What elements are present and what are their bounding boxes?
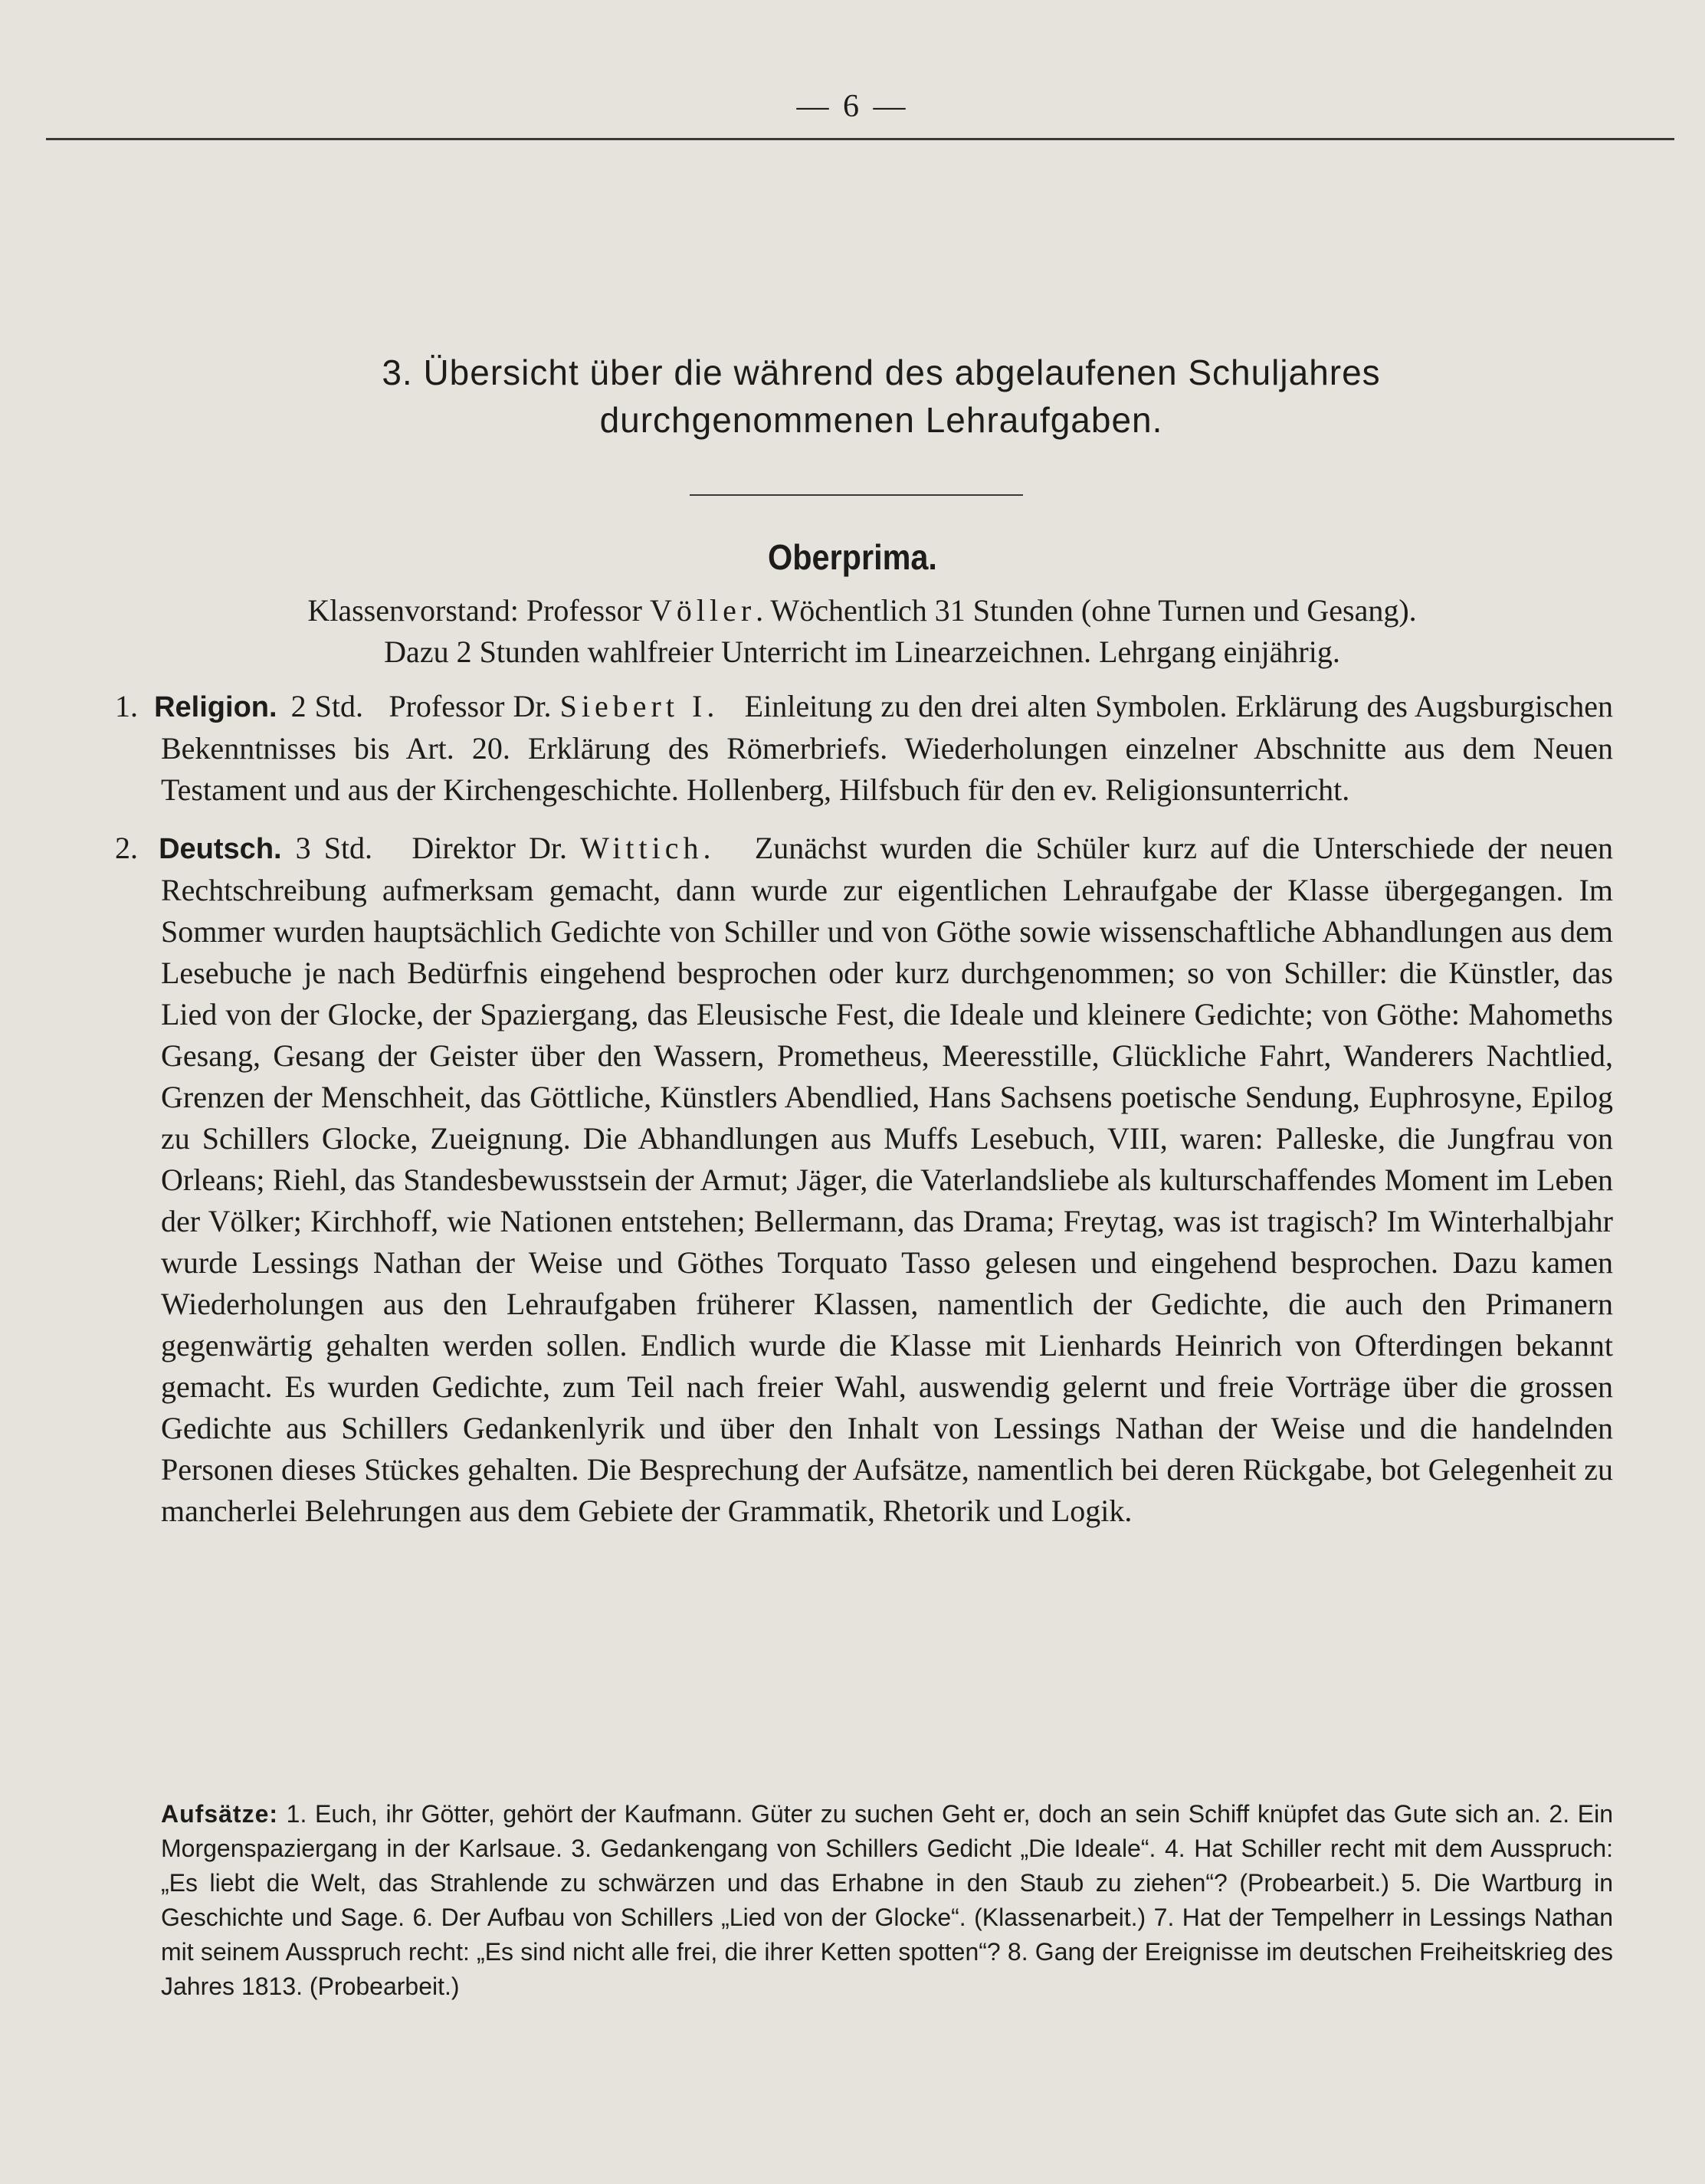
section-number: 1. [115,689,138,723]
essays-text: 1. Euch, ihr Götter, gehört der Kaufmann. Güter zu suchen Geht er, doch an sein Schiff knüpfet das Gute sich an. 2. Ein Morgenspaziergang in der Karlsaue. 3. Gedankengang von Schillers Gedicht „Die Ideale“. 4. Hat Schiller recht mit dem Ausspruch: „Es liebt die Welt, das Strahlende zu schwärzen und das Erhabne in den Staub zu ziehen“? (Probearbeit.) 5. Die Wartburg in Geschichte und Sage. 6. Der Aufbau von Schillers „Lied von der Glocke“. (Klassenarbeit.) 7. Hat der Tempelherr in Lessings Nathan mit seinem Ausspruch recht: „Es sind nicht alle frei, die ihrer Ketten spotten“? 8. Gang der Ereignisse im deutschen Freiheitskrieg des Jahres 1813. (Probearbeit.) [161,1800,1613,2000]
section-text: Einleitung zu den drei alten Symbolen. Erklärung des Augsburgischen Bekenntnisses bis Art. 20. Erklärung des Römerbriefs. Wiederholungen einzelner Abschnitte aus dem Neuen Testament und aus der Kirchengeschichte. Hollenberg, Hilfsbuch für den ev. Religionsunterricht. [161,689,1614,807]
section-paragraph [115,686,1613,811]
class-heading: Oberprima. [768,537,937,577]
section-paragraph [115,828,1613,1532]
section-teacher-prefix: Professor Dr. [389,689,552,723]
section-deutsch [115,828,1613,1532]
section-text: Zunächst wurden die Schüler kurz auf die Unterschiede der neuen Rechtschreibung aufmerksam gemacht, dann wurde zur eigentlichen Lehraufgabe der Klasse übergegangen. Im Sommer wurden hauptsächlich Gedichte von Schiller und von Göthe sowie wissenschaftliche Abhandlungen aus dem Lesebuche je nach Bedürfnis eingehend besprochen oder kurz durchgenommen; so von Schiller: die Künstler, das Lied von der Glocke, der Spaziergang, das Eleusische Fest, die Ideale und kleinere Gedichte; von Göthe: Mahomeths Gesang, Gesang der Geister über den Wassern, Prometheus, Meeresstille, Glückliche Fahrt, Wanderers Nachtlied, Grenzen der Menschheit, das Göttliche, Künstlers Abendlied, Hans Sachsens poetische Sendung, Euphrosyne, Epilog zu Schillers Glocke, Zueignung. Die Abhandlungen aus Muffs Lesebuch, VIII, waren: Palleske, die Jungfrau von Orleans; Riehl, das Standesbewusstsein der Armut; Jäger, die Vaterlandsliebe als kulturschaffendes Moment im Leben der Völker; Kirchhoff, wie Nationen entstehen; Bellermann, das Drama; Freytag, was ist tragisch? Im Winterhalbjahr wurde Lessings Nathan der Weise und Göthes Torquato Tasso gelesen und eingehend besprochen. Dazu kamen Wiederholungen aus den Lehraufgaben früherer Klassen, namentlich der Gedichte, die auch den Primanern gegenwärtig gehalten werden sollen. Endlich wurde die Klasse mit Lienhards Heinrich von Ofterdingen bekannt gemacht. Es wurden Gedichte, zum Teil nach freier Wahl, auswendig gelernt und freie Vorträge über die grossen Gedichte aus Schillers Gedankenlyrik und über den Inhalt von Lessings Nathan der Weise und die handelnden Personen dieses Stückes gehalten. Die Besprechung der Aufsätze, namentlich bei deren Rückgabe, bot Gelegenheit zu mancherlei Belehrungen aus dem Gebiete der Grammatik, Rhetorik und Logik. [161,831,1614,1528]
essays-label: Aufsätze: [161,1800,279,1828]
page-title [115,349,1648,444]
section-religion [115,686,1613,811]
page-number: — 6 — [796,89,909,124]
subject-sections [115,686,1613,1549]
section-teacher-prefix: Direktor Dr. [411,831,568,865]
title-line-1: 3. Übersicht über die während des abgelaufenen Schuljahres [382,353,1381,392]
essays-list [161,1797,1613,2004]
section-hours: 3 Std. [295,831,373,865]
intro-suffix: . Wöchentlich 31 Stunden (ohne Turnen und Gesang). [756,593,1417,628]
section-teacher: Wittich. [580,831,716,865]
section-hours: 2 Std. [290,689,364,723]
title-divider [690,494,1023,496]
section-teacher: Siebert I. [559,689,720,723]
section-subject: Religion. [154,691,277,723]
section-subject: Deutsch. [159,833,282,865]
section-number: 2. [115,831,138,865]
intro-prefix: Klassenvorstand: Professor [307,593,650,628]
class-intro [115,590,1609,673]
intro-line-2: Dazu 2 Stunden wahlfreier Unterricht im Linearzeichnen. Lehrgang einjährig. [384,635,1340,669]
intro-line-1 [115,590,1609,631]
class-teacher-name: Völler [649,593,756,628]
title-line-2: durchgenommenen Lehraufgaben. [599,400,1163,440]
header-rule [46,138,1674,140]
